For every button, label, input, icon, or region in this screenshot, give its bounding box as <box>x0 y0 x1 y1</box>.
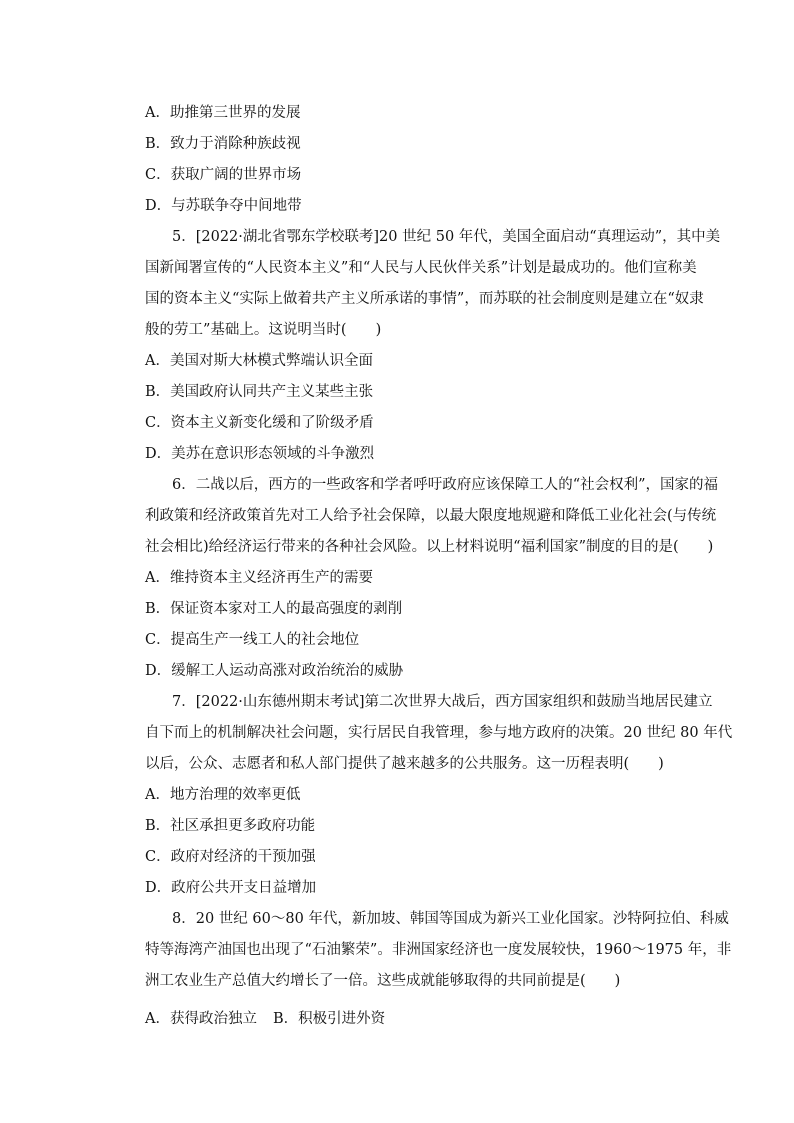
q7-option-d: D．政府公共开支日益增加 <box>145 880 317 896</box>
q6-option-a: A．维持资本主义经济再生产的需要 <box>145 570 373 586</box>
q6-option-c: C．提高生产一线工人的社会地位 <box>145 632 360 648</box>
q7-stem-line-3: 以后，公众、志愿者和私人部门提供了越来越多的公共服务。这一历程表明( ) <box>145 756 664 772</box>
q7-option-b: B．社区承担更多政府功能 <box>145 818 316 834</box>
q5-stem-line-2: 国新闻署宣传的“人民资本主义”和“人民与人民伙伴关系”计划是最成功的。他们宣称美 <box>145 260 697 276</box>
q8-options-row <box>145 1009 385 1029</box>
q4-option-d: D．与苏联争夺中间地带 <box>145 198 302 214</box>
q6-option-d: D．缓解工人运动高涨对政治统治的威胁 <box>145 663 404 679</box>
q8-stem-line-3: 洲工农业生产总值大约增长了一倍。这些成就能够取得的共同前提是( ) <box>145 973 621 989</box>
q5-option-a: A．美国对斯大林模式弊端认识全面 <box>145 353 373 369</box>
q7-option-c: C．政府对经济的干预加强 <box>145 849 316 865</box>
q5-option-c: C．资本主义新变化缓和了阶级矛盾 <box>145 415 374 431</box>
q7-stem-line-1: 7．[2022·山东德州期末考试]第二次世界大战后，西方国家组织和鼓励当地居民建立 <box>172 694 713 710</box>
q8-stem-line-1: 8．20 世纪 60～80 年代，新加坡、韩国等国成为新兴工业化国家。沙特阿拉伯、科威 <box>172 911 729 927</box>
q6-stem-line-1: 6．二战以后，西方的一些政客和学者呼吁政府应该保障工人的“社会权利”，国家的福 <box>172 477 719 493</box>
q6-stem-line-3: 社会相比)给经济运行带来的各种社会风险。以上材料说明“福利国家”制度的目的是( ) <box>145 539 714 555</box>
q5-stem-line-1: 5．[2022·湖北省鄂东学校联考]20 世纪 50 年代，美国全面启动“真理运动”，其中美 <box>172 229 721 245</box>
q8-stem-line-2: 特等海湾产油国也出现了“石油繁荣”。非洲国家经济也一度发展较快，1960～1975 年，非 <box>145 942 732 958</box>
q7-stem-line-2: 自下而上的机制解决社会问题，实行居民自我管理，参与地方政府的决策。20 世纪 80 年代 <box>145 725 733 741</box>
q5-stem-line-4: 般的劳工”基础上。这说明当时( ) <box>145 322 382 338</box>
q6-stem-line-2: 利政策和经济政策首先对工人给予社会保障，以最大限度地规避和降低工业化社会(与传统 <box>145 508 717 524</box>
q7-option-a: A．地方治理的效率更低 <box>145 787 301 803</box>
q6-option-b: B．保证资本家对工人的最高强度的剥削 <box>145 601 403 617</box>
q4-option-b: B．致力于消除种族歧视 <box>145 136 301 152</box>
q5-option-b: B．美国政府认同共产主义某些主张 <box>145 384 374 400</box>
q8-option-a: A．获得政治独立 <box>145 1011 257 1027</box>
q5-option-d: D．美苏在意识形态领域的斗争激烈 <box>145 446 375 462</box>
q4-option-a: A．助推第三世界的发展 <box>145 105 301 121</box>
q4-option-c: C．获取广阔的世界市场 <box>145 167 302 183</box>
q5-stem-line-3: 国的资本主义“实际上做着共产主义所承诺的事情”，而苏联的社会制度则是建立在“奴隶 <box>145 291 704 307</box>
q8-option-b: B．积极引进外资 <box>272 1011 386 1027</box>
